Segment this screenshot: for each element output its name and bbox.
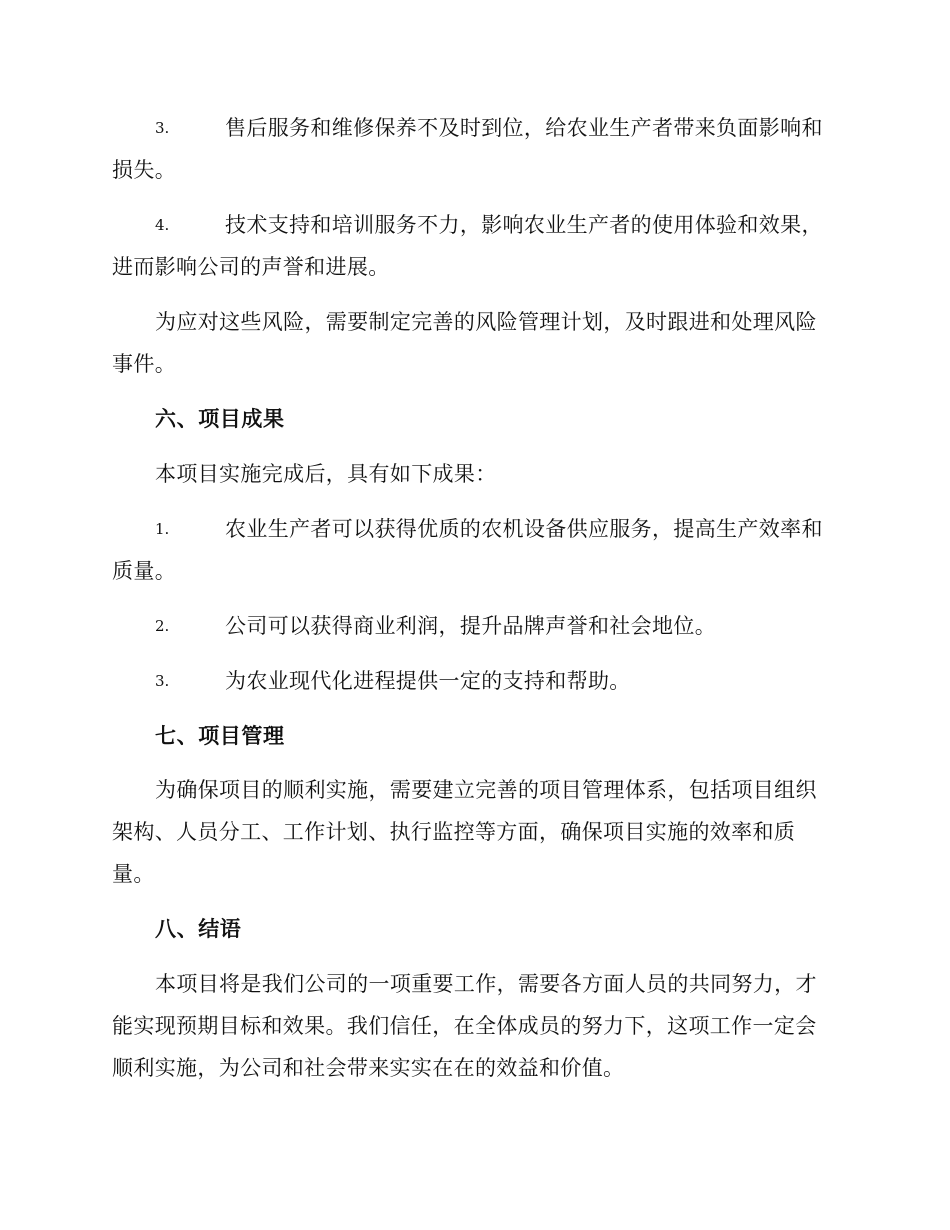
list-item-text: 公司可以获得商业利润，提升品牌声誉和社会地位。 (225, 614, 717, 638)
paragraph-line: 为确保项目的顺利实施，需要建立完善的项目管理体系，包括项目组织 (155, 778, 817, 802)
list-number: 4. (155, 216, 170, 234)
paragraph-line: 本项目实施完成后，具有如下成果： (155, 462, 497, 486)
list-item-text-continued: 质量。 (112, 559, 177, 583)
list-item-text: 为农业现代化进程提供一定的支持和帮助。 (225, 669, 631, 693)
paragraph-line: 架构、人员分工、工作计划、执行监控等方面，确保项目实施的效率和质 (112, 820, 796, 844)
paragraph-line: 为应对这些风险，需要制定完善的风险管理计划，及时跟进和处理风险 (155, 310, 817, 334)
list-item-text: 售后服务和维修保养不及时到位，给农业生产者带来负面影响和 (225, 116, 823, 140)
list-item-text-continued: 进而影响公司的声誉和进展。 (112, 255, 390, 279)
paragraph-line: 事件。 (112, 352, 177, 376)
list-item-text: 技术支持和培训服务不力，影响农业生产者的使用体验和效果， (225, 213, 823, 237)
section-heading: 六、项目成果 (155, 407, 285, 431)
list-number: 3. (155, 119, 170, 137)
list-number: 1. (155, 520, 170, 538)
paragraph-line: 量。 (112, 862, 155, 886)
section-heading: 八、结语 (155, 917, 242, 941)
section-heading: 七、项目管理 (155, 724, 285, 748)
list-number: 3. (155, 672, 170, 690)
list-item-text-continued: 损失。 (112, 158, 177, 182)
list-item-text: 农业生产者可以获得优质的农机设备供应服务，提高生产效率和 (225, 517, 823, 541)
paragraph-line: 顺利实施，为公司和社会带来实实在在的效益和价值。 (112, 1056, 625, 1080)
list-number: 2. (155, 617, 170, 635)
paragraph-line: 本项目将是我们公司的一项重要工作，需要各方面人员的共同努力，才 (155, 972, 817, 996)
paragraph-line: 能实现预期目标和效果。我们信任，在全体成员的努力下，这项工作一定会 (112, 1014, 817, 1038)
